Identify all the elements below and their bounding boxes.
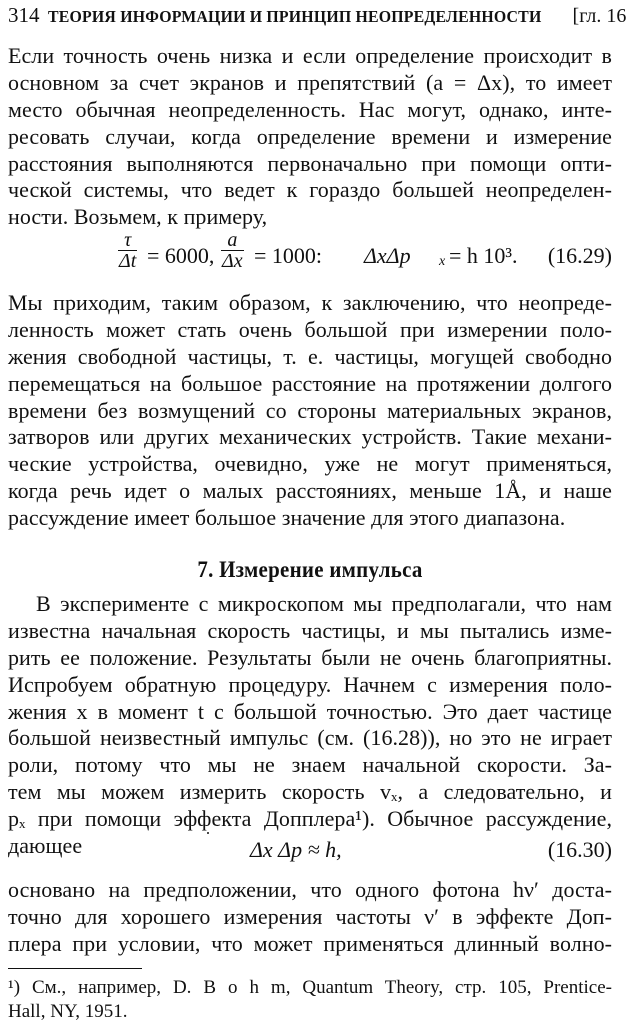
equation-16-30 (8, 837, 612, 867)
footnote-divider (8, 968, 142, 969)
paragraph-line: ленность может стать очень большой при измерении поло- (8, 316, 612, 342)
paragraph-line: затворов или других механических устройств. Такие механи- (8, 424, 612, 450)
paragraph-line: перемещаться на большое расстояние на протяжении долгого (8, 370, 612, 396)
formula-a-fraction (219, 231, 246, 270)
fraction-denominator: Δx (222, 250, 243, 272)
paragraph-free-particle-conclusion (8, 290, 612, 532)
paragraph-line: pₓ при помощи эффекта Допплера¹). Обычное рассуждение, (8, 806, 612, 832)
paragraph-line: ности. Возьмем, к примеру, (8, 204, 268, 230)
paragraph-line: рассуждение имеет большое значение для этого диапазона. (8, 505, 566, 531)
paragraph-line: ресовать случаи, когда определение времени и измерение (8, 123, 612, 149)
fraction (221, 231, 244, 270)
fraction-denominator: Δt (119, 250, 137, 272)
paragraph-line: ческие устройства, очевидно, уже не могут применяться, (8, 451, 612, 477)
paragraph-line: большой неизвестный импульс (см. (16.28)), но это не играет (8, 725, 612, 751)
paragraph-line: жения x в момент t с большой точностью. Это дает частице (8, 698, 612, 724)
running-head (8, 3, 626, 33)
running-title: ТЕОРИЯ ИНФОРМАЦИИ И ПРИНЦИП НЕОПРЕДЕЛЕННОСТИ (47, 7, 541, 26)
paragraph-line: рить ее положение. Результаты были не очень благоприятны. (8, 644, 612, 670)
page-number: 314 (8, 3, 40, 27)
print-speck (207, 832, 209, 834)
footnote (8, 976, 612, 1024)
equation-number: (16.29) (547, 243, 612, 268)
formula-subscript: x (439, 254, 446, 269)
formula-second-value: = 1000: (254, 243, 323, 268)
paragraph-line: основано на предположении, что одного фотона hν′ доста- (8, 877, 612, 902)
equation-number: (16.30) (547, 837, 612, 862)
paragraph-line: место обычная неопределенность. Нас могут, однако, инте- (8, 96, 612, 122)
paragraph-line: ческой системы, что ведет к гораздо большей неопределен- (8, 177, 612, 203)
paragraph-line: точно для хорошего измерения частоты ν′ в эффекте Доп- (8, 903, 612, 929)
formula-first-value: = 6000, (147, 243, 215, 268)
equation-16-29 (8, 231, 612, 279)
formula-relation: ΔxΔp (364, 243, 411, 268)
paragraph-line: плера при условии, что может применяться длинный волно- (8, 930, 612, 956)
paragraph-uncertainty-intro (8, 43, 612, 231)
formula-expression: Δx Δp ≈ h, (250, 837, 342, 862)
fraction-numerator: τ (124, 229, 132, 251)
fraction (118, 231, 137, 270)
paragraph-line: Мы приходим, таким образом, к заключению, что неопреде- (8, 290, 612, 315)
paragraph-doppler-assumption (8, 877, 612, 958)
paragraph-line: Если точность очень низка и если определение происходит в (8, 43, 612, 68)
paragraph-line: тем мы можем измерить скорость vₓ, а следовательно, и (8, 779, 612, 805)
paragraph-line: Испробуем обратную процедуру. Начнем с измерения поло- (8, 671, 612, 697)
fraction-numerator: a (227, 229, 238, 251)
paragraph-line: когда речь идет о малых расстояниях, меньше 1Å, и наше (8, 478, 612, 504)
paragraph-line: основном за счет экранов и препятствий (a = Δx), то имеет (8, 69, 612, 95)
formula-right-side: = h 10³. (449, 243, 518, 268)
paragraph-line: дающее (8, 833, 83, 859)
footnote-line: Hall, NY, 1951. (8, 1001, 128, 1022)
paragraph-momentum-measurement (8, 591, 612, 860)
formula-tau-fraction (116, 231, 139, 270)
paragraph-line: В эксперименте с микроскопом мы предполагали, что нам (36, 591, 612, 616)
paragraph-line: роли, потому что мы не знаем начальной скорости. За- (8, 752, 612, 778)
paragraph-line: известна начальная скорость частицы, и мы пытались изме- (8, 617, 612, 643)
section-heading: 7. Измерение импульса (197, 557, 423, 583)
chapter-reference: [гл. 16 (572, 5, 626, 27)
paragraph-line: жения свободной частицы, т. е. частицы, могущей свободно (8, 343, 612, 369)
paragraph-line: времени без возмущений со стороны материальных экранов, (8, 397, 612, 423)
paragraph-line: расстояния выполняются первоначально при помощи опти- (8, 150, 612, 176)
footnote-line: ¹) См., например, D. B o h m, Quantum Theory, стр. 105, Prentice- (8, 977, 612, 998)
